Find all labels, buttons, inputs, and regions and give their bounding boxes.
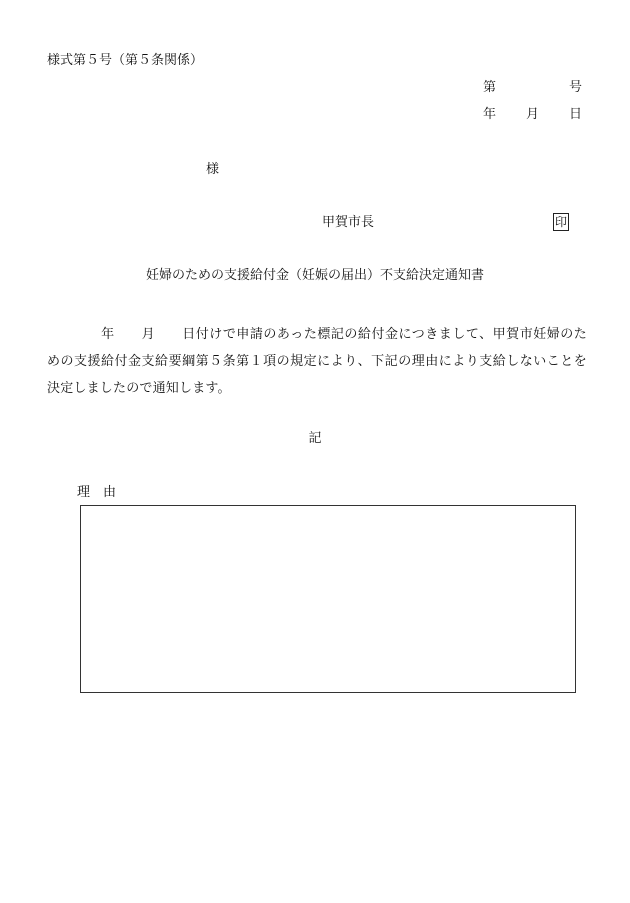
date-day-label: 日	[569, 107, 583, 122]
ki-heading: 記	[308, 431, 322, 446]
document-number-label: 第	[483, 80, 497, 95]
document-title: 妊婦のための支援給付金（妊娠の届出）不支給決定通知書	[145, 268, 484, 283]
document-number-suffix: 号	[569, 80, 583, 95]
addressee-honorific: 様	[206, 162, 220, 177]
seal-mark: 印	[555, 215, 568, 229]
reason-label: 理 由	[77, 485, 117, 500]
issuer-name: 甲賀市長	[322, 215, 375, 230]
form-number-label: 様式第５号（第５条関係）	[47, 53, 204, 68]
date-year-label: 年	[483, 107, 497, 122]
reason-box	[80, 505, 576, 693]
body-paragraph: 年 月 日付けで申請のあった標記の給付金につきまして、甲賀市妊婦のための支援給付金支給要綱第５条第１項の規定により、下記の理由により支給しないことを決定しましたので通知します。	[47, 327, 587, 396]
date-month-label: 月	[526, 107, 540, 122]
